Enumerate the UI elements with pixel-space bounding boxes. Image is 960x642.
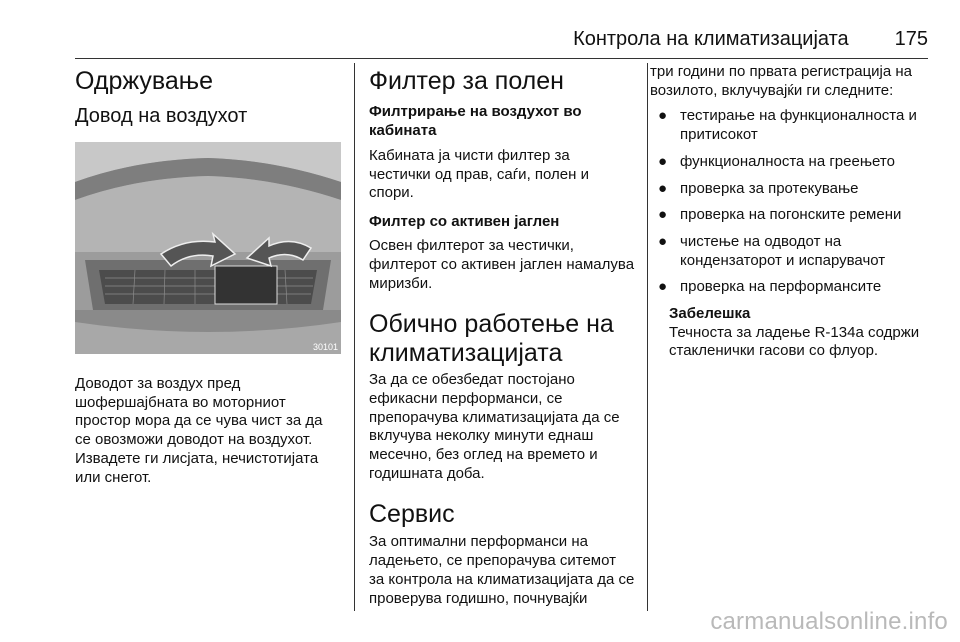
list-item: ● проверка на перформансите (658, 278, 882, 296)
note-text: Течноста за ладење R-134a содржи стакленички гасови со флуор. (669, 323, 920, 360)
subheading-air-intake: Довод на воздухот (75, 105, 248, 127)
page-number: 175 (894, 28, 928, 50)
service-text: За оптимални перформанси на ладењето, се препорачува ситемот за контрола на климатизацијата да се проверува годишно, почнувајќи (369, 533, 635, 607)
column-2 (369, 63, 635, 608)
column-3 (650, 63, 935, 361)
air-intake-figure (75, 142, 341, 354)
carbon-filter-text: Освен филтерот за честички, филтерот со активен јаглен намалува миризби. (369, 237, 635, 292)
column-divider-2 (647, 63, 648, 611)
service-checklist (650, 107, 935, 297)
air-intake-illustration (75, 142, 341, 354)
section-heading-pollen-filter: Филтер за полен (369, 67, 564, 95)
bullet-icon: ● (658, 278, 668, 296)
section-heading-service: Сервис (369, 500, 455, 529)
subheading-cabin-air: Филтрирање на воздухот во кабината (369, 103, 582, 139)
column-1 (75, 63, 341, 487)
cabin-air-text: Кабината ја чисти филтер за честички од прав, саѓи, полен и спори. (369, 147, 589, 202)
list-item: ● проверка на погонските ремени (658, 206, 902, 224)
bullet-icon: ● (658, 152, 668, 170)
list-item: ● проверка за протекување (658, 179, 859, 197)
list-item: ● тестирање на функционалноста и притисокот (658, 107, 917, 144)
page-header (0, 26, 928, 52)
bullet-icon: ● (658, 206, 668, 224)
list-item: ● функционалноста на греењето (658, 152, 895, 170)
bullet-icon: ● (658, 232, 668, 250)
section-heading-maintenance: Одржување (75, 67, 214, 95)
list-item: ● чистење на одводот на кондензаторот и испарувачот (658, 232, 886, 269)
watermark: carmanualsonline.info (710, 608, 948, 635)
regular-operation-text: За да се обезбедат постојано ефикасни перформанси, се препорачува климатизацијата да се вклучува неколку минути еднаш месечно, без оглед на времето и годишната доба. (369, 371, 620, 482)
column-divider-1 (354, 63, 355, 611)
bullet-icon: ● (658, 107, 668, 125)
note-title: Забелешка (669, 305, 751, 323)
figure-code: 30101 (312, 342, 338, 352)
header-rule (75, 58, 928, 59)
section-heading-regular-operation: Обично работење на климатизацијата (369, 310, 614, 368)
header-title: Контрола на климатизацијата (573, 28, 849, 50)
bullet-icon: ● (658, 179, 668, 197)
air-intake-text: Доводот за воздух пред шофершајбната во моторниот простор мора да се чува чист за да се овозможи доводот на воздухот. Извадете ги лисјата, нечистотијата или снегот. (75, 375, 323, 486)
service-continuation-text: три години по првата регистрација на возилото, вклучувајќи ги следните: (650, 63, 913, 99)
subheading-carbon-filter: Филтер со активен јаглен (369, 213, 560, 231)
